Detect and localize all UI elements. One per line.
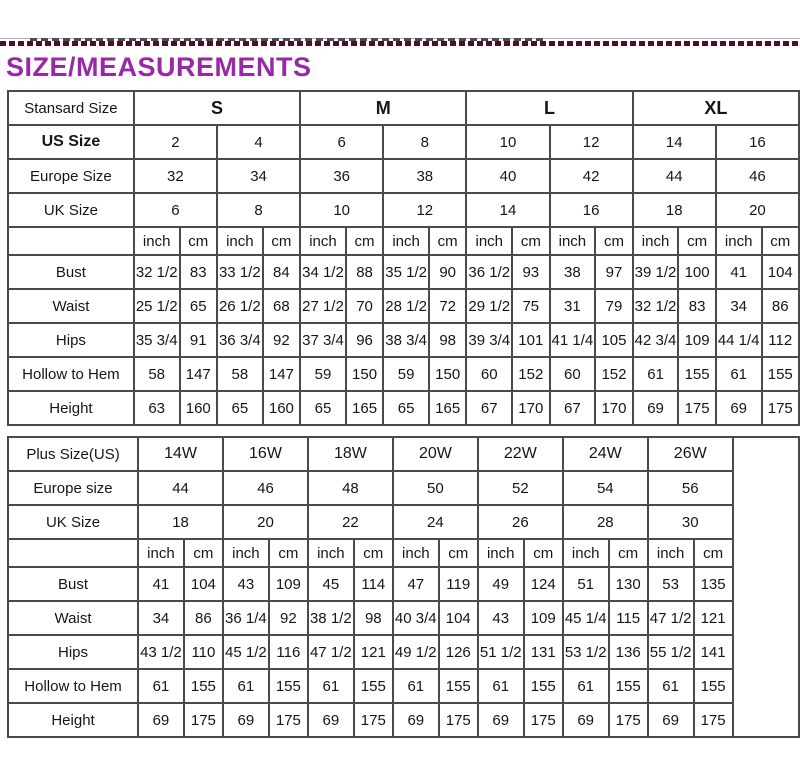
measure-value-cell: 51 xyxy=(563,567,609,601)
measure-value-cell: 32 1/2 xyxy=(633,289,679,323)
size-value-cell: 6 xyxy=(134,193,217,227)
measure-value-cell: 69 xyxy=(138,703,184,737)
measure-value-cell: 32 1/2 xyxy=(134,255,180,289)
size-value-cell: 30 xyxy=(648,505,733,539)
measure-value-cell: 69 xyxy=(393,703,439,737)
size-value-cell: 28 xyxy=(563,505,648,539)
measure-value-cell: 36 1/4 xyxy=(223,601,269,635)
measure-value-cell: 152 xyxy=(512,357,549,391)
unit-header-cell: inch xyxy=(383,227,429,255)
size-group-header: 20W xyxy=(393,437,478,471)
unit-header-cell: cm xyxy=(180,227,217,255)
measure-value-cell: 155 xyxy=(762,357,799,391)
table-row xyxy=(8,125,799,159)
measure-value-cell: 104 xyxy=(184,567,223,601)
size-value-cell: 40 xyxy=(466,159,549,193)
table-row xyxy=(8,669,799,703)
size-value-cell: 44 xyxy=(138,471,223,505)
measure-value-cell: 116 xyxy=(269,635,308,669)
measure-value-cell: 90 xyxy=(429,255,466,289)
size-value-cell: 16 xyxy=(716,125,799,159)
measure-value-cell: 170 xyxy=(512,391,549,425)
measure-value-cell: 59 xyxy=(383,357,429,391)
size-value-cell: 12 xyxy=(383,193,466,227)
size-value-cell: 20 xyxy=(223,505,308,539)
measure-value-cell: 39 3/4 xyxy=(466,323,512,357)
measure-value-cell: 100 xyxy=(678,255,715,289)
unit-header-cell: inch xyxy=(478,539,524,567)
measure-value-cell: 119 xyxy=(439,567,478,601)
size-value-cell: 36 xyxy=(300,159,383,193)
unit-header-cell: cm xyxy=(678,227,715,255)
table-row xyxy=(8,159,799,193)
row-label: Waist xyxy=(8,601,138,635)
measure-value-cell: 170 xyxy=(595,391,632,425)
unit-header-cell: cm xyxy=(609,539,648,567)
size-group-header: XL xyxy=(633,91,799,125)
measure-value-cell: 165 xyxy=(429,391,466,425)
measure-value-cell: 61 xyxy=(716,357,762,391)
measure-value-cell: 130 xyxy=(609,567,648,601)
measure-value-cell: 110 xyxy=(184,635,223,669)
measure-value-cell: 38 3/4 xyxy=(383,323,429,357)
measure-value-cell: 61 xyxy=(633,357,679,391)
size-value-cell: 20 xyxy=(716,193,799,227)
size-group-header: S xyxy=(134,91,300,125)
maroon-dashed-line xyxy=(0,41,800,46)
unit-header-cell: inch xyxy=(134,227,180,255)
unit-header-cell: inch xyxy=(308,539,354,567)
measure-value-cell: 92 xyxy=(263,323,300,357)
size-group-header: M xyxy=(300,91,466,125)
size-group-header: 16W xyxy=(223,437,308,471)
row-label: Hips xyxy=(8,635,138,669)
table-row xyxy=(8,471,799,505)
measure-value-cell: 136 xyxy=(609,635,648,669)
measure-value-cell: 88 xyxy=(346,255,383,289)
row-label: Waist xyxy=(8,289,134,323)
unit-header-cell: cm xyxy=(524,539,563,567)
unit-header-cell: inch xyxy=(300,227,346,255)
size-value-cell: 24 xyxy=(393,505,478,539)
unit-header-cell: cm xyxy=(762,227,799,255)
corner-label: Plus Size(US) xyxy=(8,437,138,471)
measure-value-cell: 155 xyxy=(354,669,393,703)
measure-value-cell: 175 xyxy=(678,391,715,425)
unit-header-cell: inch xyxy=(563,539,609,567)
measure-value-cell: 59 xyxy=(300,357,346,391)
size-value-cell: 42 xyxy=(550,159,633,193)
unit-header-cell: inch xyxy=(466,227,512,255)
unit-header-row xyxy=(8,539,799,567)
measure-value-cell: 160 xyxy=(180,391,217,425)
measure-value-cell: 29 1/2 xyxy=(466,289,512,323)
measure-value-cell: 65 xyxy=(383,391,429,425)
corner-label: Stansard Size xyxy=(8,91,134,125)
table-row xyxy=(8,391,799,425)
size-group-header: 22W xyxy=(478,437,563,471)
row-label: Hollow to Hem xyxy=(8,357,134,391)
row-label-empty xyxy=(8,539,138,567)
measure-value-cell: 155 xyxy=(269,669,308,703)
measure-value-cell: 150 xyxy=(429,357,466,391)
table-row xyxy=(8,601,799,635)
measure-value-cell: 31 xyxy=(550,289,596,323)
measure-value-cell: 112 xyxy=(762,323,799,357)
measure-value-cell: 109 xyxy=(269,567,308,601)
measure-value-cell: 75 xyxy=(512,289,549,323)
unit-header-cell: cm xyxy=(512,227,549,255)
measure-value-cell: 121 xyxy=(694,601,733,635)
measure-value-cell: 124 xyxy=(524,567,563,601)
measure-value-cell: 69 xyxy=(563,703,609,737)
measure-value-cell: 70 xyxy=(346,289,383,323)
size-value-cell: 14 xyxy=(466,193,549,227)
table-row xyxy=(8,567,799,601)
measure-value-cell: 98 xyxy=(354,601,393,635)
size-value-cell: 18 xyxy=(633,193,716,227)
measure-value-cell: 155 xyxy=(439,669,478,703)
measure-value-cell: 141 xyxy=(694,635,733,669)
size-value-cell: 8 xyxy=(217,193,300,227)
page-title: SIZE/MEASUREMENTS xyxy=(6,52,312,82)
measure-value-cell: 155 xyxy=(524,669,563,703)
measure-value-cell: 39 1/2 xyxy=(633,255,679,289)
measure-value-cell: 47 1/2 xyxy=(308,635,354,669)
measure-value-cell: 175 xyxy=(524,703,563,737)
measure-value-cell: 115 xyxy=(609,601,648,635)
row-label: UK Size xyxy=(8,193,134,227)
measure-value-cell: 69 xyxy=(308,703,354,737)
measure-value-cell: 69 xyxy=(716,391,762,425)
measure-value-cell: 45 1/4 xyxy=(563,601,609,635)
measure-value-cell: 58 xyxy=(217,357,263,391)
size-group-header: 24W xyxy=(563,437,648,471)
unit-header-cell: inch xyxy=(138,539,184,567)
size-value-cell: 16 xyxy=(550,193,633,227)
measure-value-cell: 53 1/2 xyxy=(563,635,609,669)
measure-value-cell: 60 xyxy=(466,357,512,391)
unit-header-cell: cm xyxy=(354,539,393,567)
measure-value-cell: 61 xyxy=(308,669,354,703)
size-group-header: 18W xyxy=(308,437,393,471)
unit-header-cell: inch xyxy=(223,539,269,567)
measure-value-cell: 69 xyxy=(478,703,524,737)
size-value-cell: 56 xyxy=(648,471,733,505)
measure-value-cell: 47 xyxy=(393,567,439,601)
measure-value-cell: 34 1/2 xyxy=(300,255,346,289)
row-label: US Size xyxy=(8,125,134,159)
measure-value-cell: 65 xyxy=(300,391,346,425)
measure-value-cell: 68 xyxy=(263,289,300,323)
size-value-cell: 46 xyxy=(223,471,308,505)
unit-header-cell: inch xyxy=(648,539,694,567)
size-value-cell: 10 xyxy=(466,125,549,159)
measure-value-cell: 175 xyxy=(439,703,478,737)
table-row xyxy=(8,357,799,391)
measure-value-cell: 67 xyxy=(466,391,512,425)
row-label: Hollow to Hem xyxy=(8,669,138,703)
measure-value-cell: 67 xyxy=(550,391,596,425)
measure-value-cell: 27 1/2 xyxy=(300,289,346,323)
measure-value-cell: 84 xyxy=(263,255,300,289)
row-label: Hips xyxy=(8,323,134,357)
unit-header-cell: cm xyxy=(184,539,223,567)
unit-header-cell: cm xyxy=(429,227,466,255)
unit-header-cell: inch xyxy=(550,227,596,255)
measure-value-cell: 51 1/2 xyxy=(478,635,524,669)
measure-value-cell: 155 xyxy=(678,357,715,391)
table-row xyxy=(8,193,799,227)
measure-value-cell: 97 xyxy=(595,255,632,289)
measure-value-cell: 36 3/4 xyxy=(217,323,263,357)
measure-value-cell: 41 1/4 xyxy=(550,323,596,357)
measure-value-cell: 40 3/4 xyxy=(393,601,439,635)
measure-value-cell: 175 xyxy=(354,703,393,737)
size-group-header: 14W xyxy=(138,437,223,471)
measure-value-cell: 36 1/2 xyxy=(466,255,512,289)
top-partial-dashed-line xyxy=(30,38,545,41)
measure-value-cell: 53 xyxy=(648,567,694,601)
size-value-cell: 2 xyxy=(134,125,217,159)
size-value-cell: 14 xyxy=(633,125,716,159)
measure-value-cell: 42 3/4 xyxy=(633,323,679,357)
size-value-cell: 44 xyxy=(633,159,716,193)
measure-value-cell: 175 xyxy=(609,703,648,737)
measure-value-cell: 152 xyxy=(595,357,632,391)
measure-value-cell: 83 xyxy=(678,289,715,323)
measure-value-cell: 175 xyxy=(762,391,799,425)
measure-value-cell: 41 xyxy=(716,255,762,289)
measure-value-cell: 34 xyxy=(716,289,762,323)
measure-value-cell: 69 xyxy=(633,391,679,425)
size-value-cell: 38 xyxy=(383,159,466,193)
measure-value-cell: 160 xyxy=(263,391,300,425)
unit-header-row xyxy=(8,227,799,255)
measure-value-cell: 98 xyxy=(429,323,466,357)
size-value-cell: 12 xyxy=(550,125,633,159)
size-group-header: 26W xyxy=(648,437,733,471)
table-row xyxy=(8,635,799,669)
measure-value-cell: 150 xyxy=(346,357,383,391)
measure-value-cell: 60 xyxy=(550,357,596,391)
measure-value-cell: 147 xyxy=(263,357,300,391)
measure-value-cell: 61 xyxy=(223,669,269,703)
table-row xyxy=(8,289,799,323)
row-label: Europe Size xyxy=(8,159,134,193)
measure-value-cell: 37 3/4 xyxy=(300,323,346,357)
measure-value-cell: 61 xyxy=(138,669,184,703)
row-label: UK Size xyxy=(8,505,138,539)
unit-header-cell: cm xyxy=(694,539,733,567)
table-row xyxy=(8,437,799,471)
measure-value-cell: 35 3/4 xyxy=(134,323,180,357)
unit-header-cell: cm xyxy=(595,227,632,255)
size-value-cell: 4 xyxy=(217,125,300,159)
measure-value-cell: 126 xyxy=(439,635,478,669)
measure-value-cell: 175 xyxy=(269,703,308,737)
unit-header-cell: inch xyxy=(716,227,762,255)
measure-value-cell: 69 xyxy=(648,703,694,737)
measure-value-cell: 25 1/2 xyxy=(134,289,180,323)
measure-value-cell: 109 xyxy=(678,323,715,357)
row-label: Height xyxy=(8,703,138,737)
measure-value-cell: 45 xyxy=(308,567,354,601)
measure-value-cell: 55 1/2 xyxy=(648,635,694,669)
table-row xyxy=(8,91,799,125)
measure-value-cell: 38 1/2 xyxy=(308,601,354,635)
measure-value-cell: 43 1/2 xyxy=(138,635,184,669)
size-value-cell: 50 xyxy=(393,471,478,505)
size-value-cell: 52 xyxy=(478,471,563,505)
measure-value-cell: 63 xyxy=(134,391,180,425)
measure-value-cell: 69 xyxy=(223,703,269,737)
size-value-cell: 34 xyxy=(217,159,300,193)
measure-value-cell: 61 xyxy=(563,669,609,703)
measure-value-cell: 72 xyxy=(429,289,466,323)
measure-value-cell: 65 xyxy=(217,391,263,425)
measure-value-cell: 43 xyxy=(478,601,524,635)
measure-value-cell: 175 xyxy=(694,703,733,737)
measure-value-cell: 86 xyxy=(184,601,223,635)
unit-header-cell: cm xyxy=(346,227,383,255)
unit-header-cell: cm xyxy=(439,539,478,567)
measure-value-cell: 104 xyxy=(762,255,799,289)
measure-value-cell: 131 xyxy=(524,635,563,669)
measure-value-cell: 147 xyxy=(180,357,217,391)
row-label: Height xyxy=(8,391,134,425)
size-value-cell: 10 xyxy=(300,193,383,227)
measure-value-cell: 28 1/2 xyxy=(383,289,429,323)
row-label: Europe size xyxy=(8,471,138,505)
measure-value-cell: 26 1/2 xyxy=(217,289,263,323)
table-row xyxy=(8,505,799,539)
measure-value-cell: 44 1/4 xyxy=(716,323,762,357)
measure-value-cell: 104 xyxy=(439,601,478,635)
size-value-cell: 54 xyxy=(563,471,648,505)
measure-value-cell: 155 xyxy=(184,669,223,703)
standard-size-table xyxy=(7,90,800,426)
size-value-cell: 48 xyxy=(308,471,393,505)
measure-value-cell: 175 xyxy=(184,703,223,737)
unit-header-cell: inch xyxy=(217,227,263,255)
measure-value-cell: 83 xyxy=(180,255,217,289)
size-value-cell: 18 xyxy=(138,505,223,539)
measure-value-cell: 61 xyxy=(648,669,694,703)
unit-header-cell: cm xyxy=(263,227,300,255)
measure-value-cell: 65 xyxy=(180,289,217,323)
measure-value-cell: 58 xyxy=(134,357,180,391)
unit-header-cell: inch xyxy=(393,539,439,567)
unit-header-cell: inch xyxy=(633,227,679,255)
plus-size-table xyxy=(7,436,800,738)
row-label-empty xyxy=(8,227,134,255)
measure-value-cell: 114 xyxy=(354,567,393,601)
measure-value-cell: 38 xyxy=(550,255,596,289)
measure-value-cell: 35 1/2 xyxy=(383,255,429,289)
table-row xyxy=(8,323,799,357)
measure-value-cell: 155 xyxy=(609,669,648,703)
measure-value-cell: 34 xyxy=(138,601,184,635)
unit-header-cell: cm xyxy=(269,539,308,567)
size-value-cell: 22 xyxy=(308,505,393,539)
measure-value-cell: 43 xyxy=(223,567,269,601)
size-value-cell: 46 xyxy=(716,159,799,193)
measure-value-cell: 41 xyxy=(138,567,184,601)
empty-trailing-cell xyxy=(733,437,799,737)
measure-value-cell: 79 xyxy=(595,289,632,323)
measure-value-cell: 101 xyxy=(512,323,549,357)
measure-value-cell: 49 xyxy=(478,567,524,601)
size-value-cell: 6 xyxy=(300,125,383,159)
measure-value-cell: 86 xyxy=(762,289,799,323)
measure-value-cell: 33 1/2 xyxy=(217,255,263,289)
row-label: Bust xyxy=(8,567,138,601)
measure-value-cell: 135 xyxy=(694,567,733,601)
size-value-cell: 32 xyxy=(134,159,217,193)
measure-value-cell: 45 1/2 xyxy=(223,635,269,669)
size-group-header: L xyxy=(466,91,632,125)
size-value-cell: 26 xyxy=(478,505,563,539)
measure-value-cell: 165 xyxy=(346,391,383,425)
measure-value-cell: 96 xyxy=(346,323,383,357)
measure-value-cell: 93 xyxy=(512,255,549,289)
table-row xyxy=(8,255,799,289)
measure-value-cell: 121 xyxy=(354,635,393,669)
measure-value-cell: 61 xyxy=(393,669,439,703)
measure-value-cell: 49 1/2 xyxy=(393,635,439,669)
measure-value-cell: 155 xyxy=(694,669,733,703)
size-value-cell: 8 xyxy=(383,125,466,159)
measure-value-cell: 91 xyxy=(180,323,217,357)
measure-value-cell: 47 1/2 xyxy=(648,601,694,635)
table-row xyxy=(8,703,799,737)
measure-value-cell: 61 xyxy=(478,669,524,703)
measure-value-cell: 105 xyxy=(595,323,632,357)
measure-value-cell: 109 xyxy=(524,601,563,635)
row-label: Bust xyxy=(8,255,134,289)
measure-value-cell: 92 xyxy=(269,601,308,635)
